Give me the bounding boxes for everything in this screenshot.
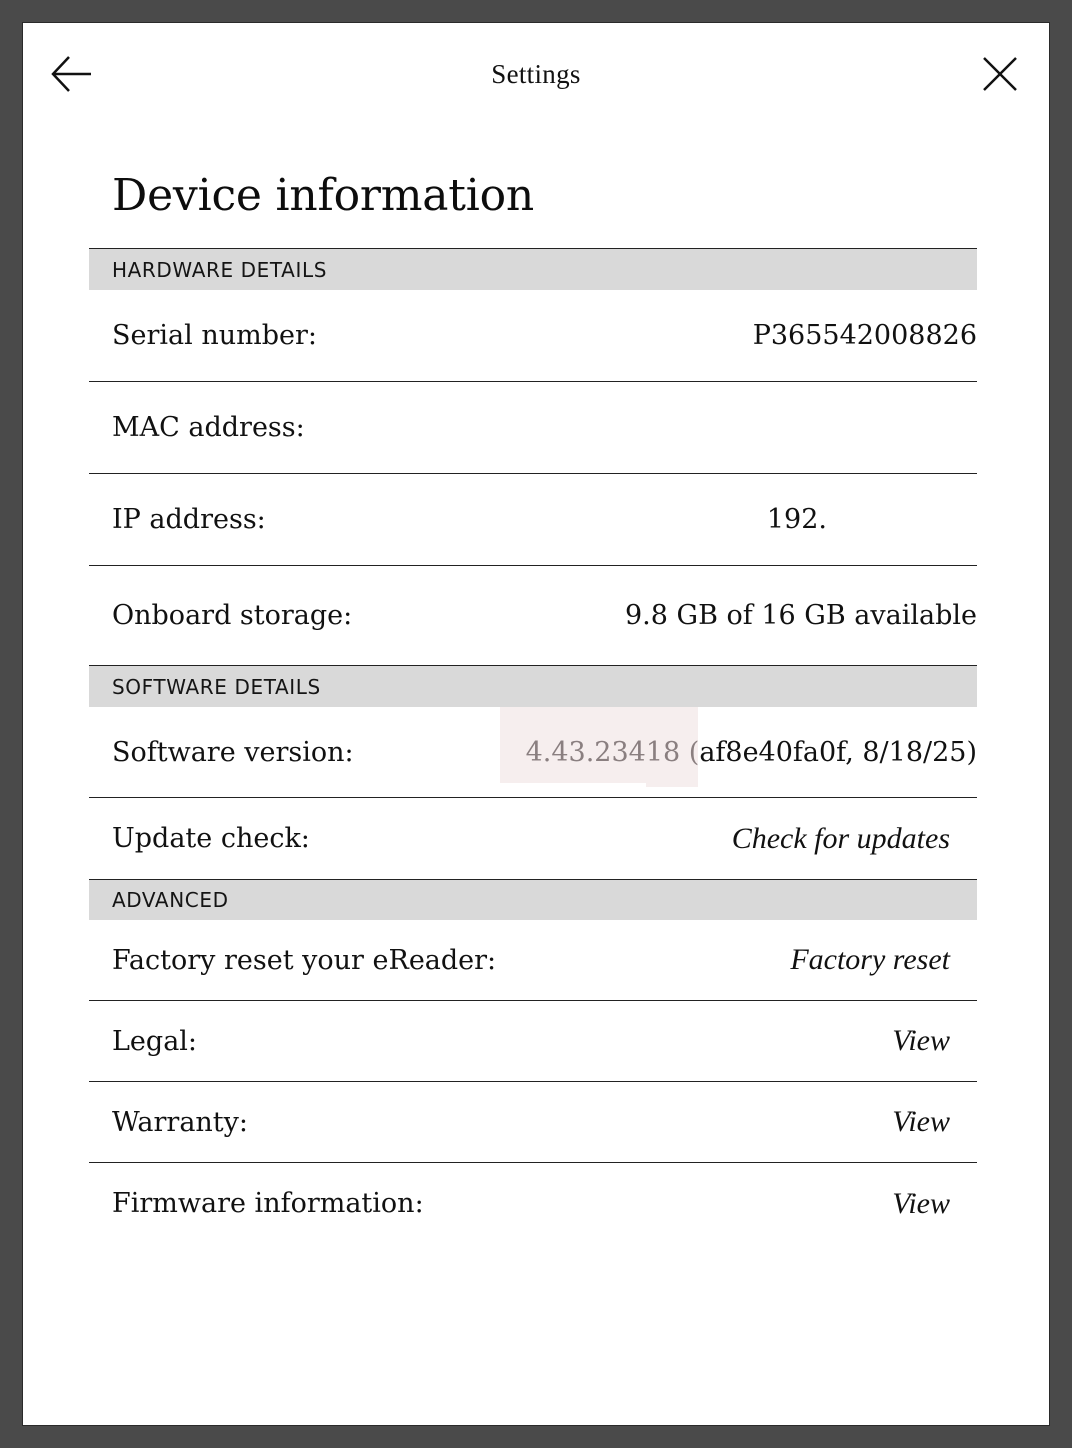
- page-title: Device information: [112, 170, 535, 221]
- warranty-label: Warranty:: [112, 1106, 249, 1138]
- onboard-storage-label: Onboard storage:: [112, 600, 353, 631]
- factory-reset-label: Factory reset your eReader:: [112, 944, 497, 976]
- ip-address-value: 192.: [766, 504, 827, 535]
- device-info-list: [89, 248, 977, 1244]
- firmware-view-button[interactable]: View: [892, 1186, 950, 1220]
- warranty-view-button[interactable]: View: [892, 1105, 950, 1138]
- software-version-number: 4.43.23418 (: [525, 736, 700, 768]
- row-serial-number: [89, 290, 977, 382]
- update-check-label: Update check:: [112, 823, 310, 854]
- mac-address-label: MAC address:: [112, 412, 305, 443]
- top-bar-title: Settings: [491, 59, 581, 89]
- legal-view-button[interactable]: View: [892, 1024, 950, 1057]
- onboard-storage-value: 9.8 GB of 16 GB available: [625, 600, 977, 631]
- ip-address-label: IP address:: [112, 504, 266, 535]
- selection-highlight-notch: [646, 781, 698, 787]
- section-header-advanced: ADVANCED: [89, 879, 977, 920]
- serial-number-label: Serial number:: [112, 320, 317, 351]
- row-mac-address: [89, 382, 977, 474]
- close-icon: [979, 53, 1021, 95]
- row-warranty: [89, 1082, 977, 1163]
- row-update-check: [89, 798, 977, 879]
- row-legal: [89, 1001, 977, 1082]
- software-version-label: Software version:: [112, 736, 354, 768]
- top-bar: [23, 23, 1049, 127]
- factory-reset-button[interactable]: Factory reset: [790, 943, 950, 976]
- firmware-information-label: Firmware information:: [112, 1188, 424, 1219]
- legal-label: Legal:: [112, 1025, 198, 1057]
- software-version-build: af8e40fa0f, 8/18/25): [699, 736, 977, 768]
- close-button[interactable]: [979, 53, 1021, 95]
- check-for-updates-button[interactable]: Check for updates: [731, 821, 950, 855]
- row-firmware-information: [89, 1163, 977, 1244]
- row-onboard-storage: [89, 566, 977, 666]
- row-factory-reset: [89, 920, 977, 1001]
- settings-screen: [22, 22, 1050, 1426]
- section-header-software: SOFTWARE DETAILS: [89, 666, 977, 707]
- row-ip-address: [89, 474, 977, 566]
- row-software-version: [89, 707, 977, 798]
- serial-number-value: P365542008826: [752, 320, 977, 351]
- section-header-hardware: HARDWARE DETAILS: [89, 249, 977, 290]
- software-version-value: [526, 737, 977, 768]
